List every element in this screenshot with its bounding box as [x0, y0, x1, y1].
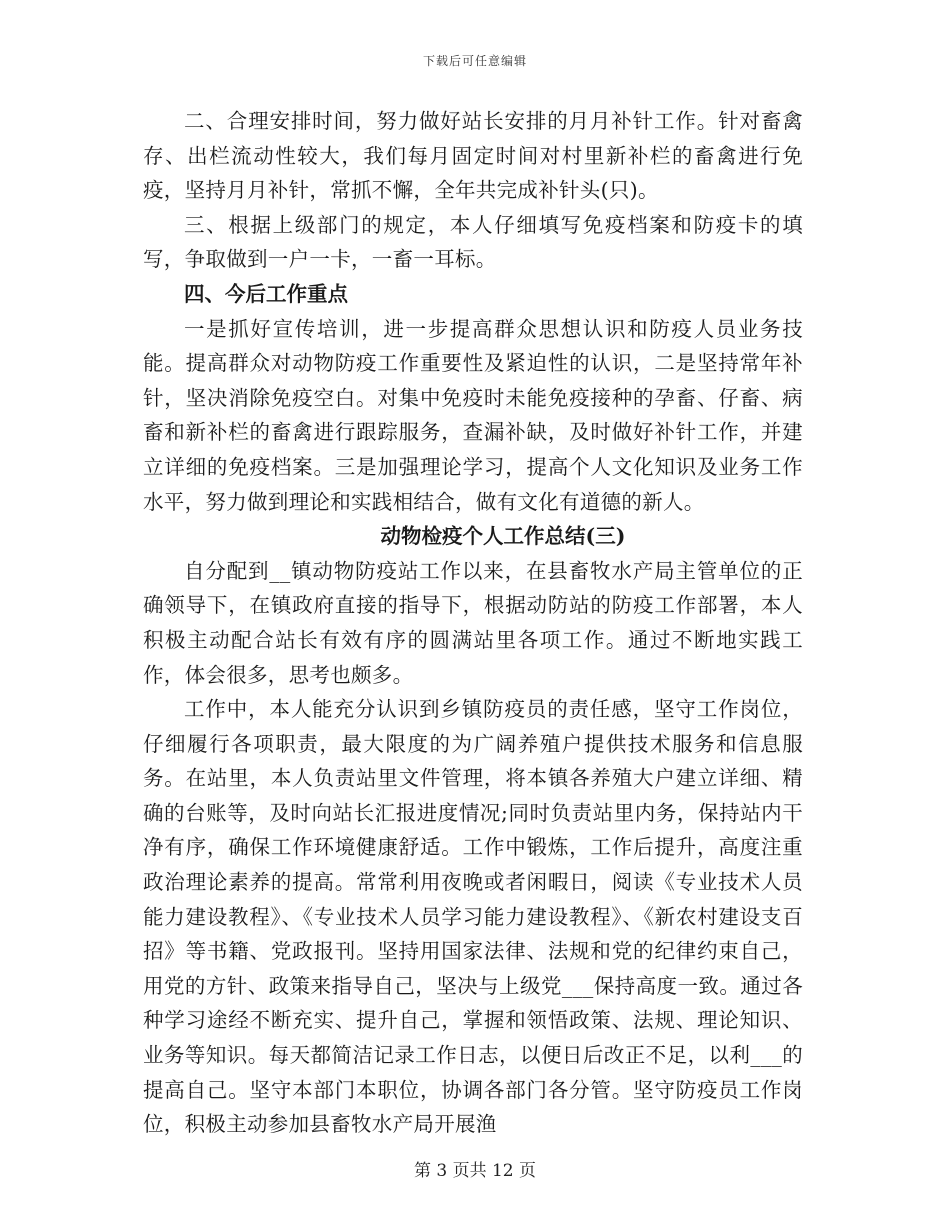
page-footer: 第 3 页共 12 页: [413, 1161, 537, 1181]
paragraph-supplementary-vaccination: 二、合理安排时间，努力做好站长安排的月月补针工作。针对畜禽存、出栏流动性较大，我们每月固定时间对村里新补栏的畜禽进行免疫，坚持月月补针，常抓不懈，全年共完成补针头(只)。: [143, 109, 803, 203]
paragraph-future-focus: 一是抓好宣传培训，进一步提高群众思想认识和防疫人员业务技能。提高群众对动物防疫工作重要性及紧迫性的认识，二是坚持常年补针，坚决消除免疫空白。对集中免疫时未能免疫接种的孕畜、仔畜、病畜和新补栏的畜禽进行跟踪服务，查漏补缺，及时做好补针工作，并建立详细的免疫档案。三是加强理论学习，提高个人文化知识及业务工作水平，努力做到理论和实践相结合，做有文化有道德的新人。: [143, 316, 803, 514]
section-title-summary-three: 动物检疫个人工作总结(三): [380, 524, 626, 549]
page-header: 下载后可任意编辑: [422, 54, 527, 68]
document-body: [143, 104, 803, 1142]
paragraph-introduction: 自分配到__镇动物防疫站工作以来，在县畜牧水产局主管单位的正确领导下，在镇政府直接的指导下，根据动防站的防疫工作部署，本人积极主动配合站长有效有序的圆满站里各项工作。通过不断地实践工作，体会很多，思考也颇多。: [143, 558, 803, 687]
paragraph-immunization-records: 三、根据上级部门的规定，本人仔细填写免疫档案和防疫卡的填写，争取做到一户一卡，一畜一耳标。: [143, 212, 803, 272]
paragraph-work-details: 工作中，本人能充分认识到乡镇防疫员的责任感，坚守工作岗位，仔细履行各项职责，最大限度的为广阔养殖户提供技术服务和信息服务。在站里，本人负责站里文件管理，将本镇各养殖大户建立详细、精确的台账等，及时向站长汇报进度情况;同时负责站里内务，保持站内干净有序，确保工作环境健康舒适。工作中锻炼，工作后提升，高度注重政治理论素养的提高。常常利用夜晚或者闲暇日，阅读《专业技术人员能力建设教程》、《专业技术人员学习能力建设教程》、《新农村建设支百招》等书籍、党政报刊。坚持用国家法律、法规和党的纪律约束自己，用党的方针、政策来指导自己，坚决与上级党___保持高度一致。通过各种学习途经不断充实、提升自己，掌握和领悟政策、法规、理论知识、业务等知识。每天都简洁记录工作日志，以便日后改正不足，以利___的提高自己。坚守本部门本职位，协调各部门各分管。坚守防疫员工作岗位，积极主动参加县畜牧水产局开展渔: [143, 697, 803, 1137]
section-heading-future-focus: 四、今后工作重点: [184, 281, 348, 306]
